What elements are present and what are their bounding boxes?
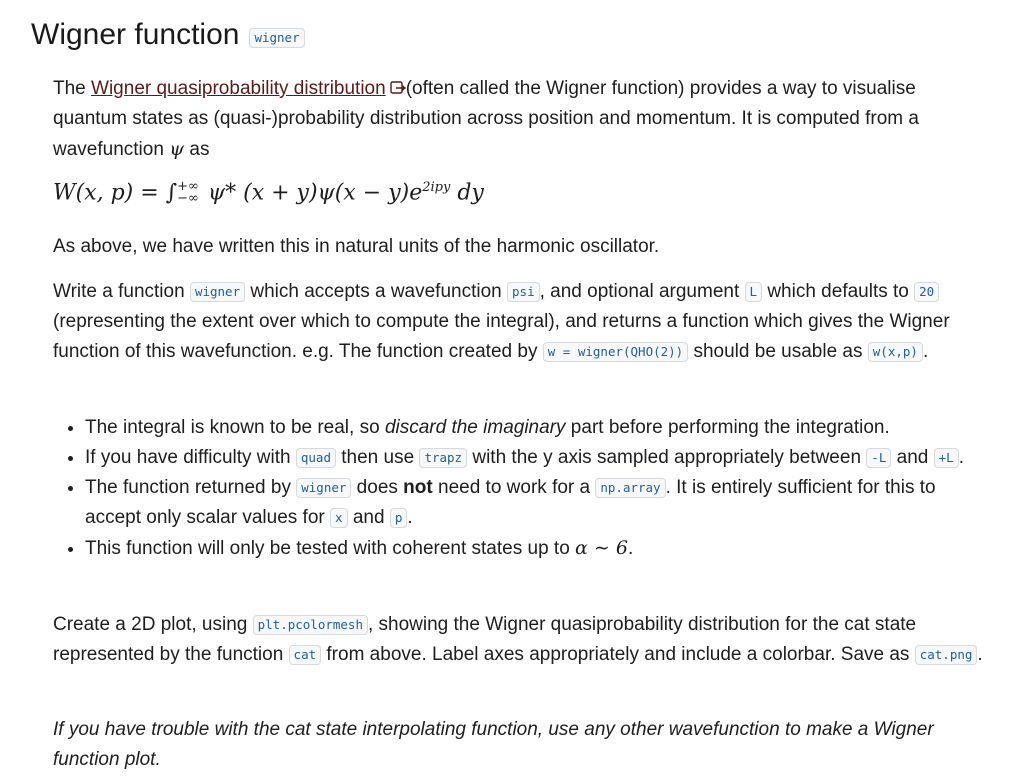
list-item: • The integral is known to be real, so discard the imaginary part before performing the integration. (85, 413, 990, 443)
units-note: As above, we have written this in natural units of the harmonic oscillator. (53, 236, 660, 257)
formula-differential: dy (450, 180, 484, 206)
code-quad: quad (296, 448, 336, 468)
page-title: Wigner function (31, 18, 240, 51)
code-wigner: wigner (190, 282, 245, 302)
wigner-formula (53, 180, 484, 205)
list-item: • This function will only be tested with coherent states up to α ∼ 6. (85, 533, 990, 564)
code-minus-L: -L (866, 448, 891, 468)
list-item: • The function returned by wigner does not need to work for a np.array . It is entirely sufficient for this to accept only scalar values for x and p . (85, 473, 990, 533)
code-w-call: w(x,p) (868, 342, 923, 362)
external-link-icon[interactable] (390, 81, 406, 95)
code-psi: psi (507, 282, 540, 302)
intro-text: The (53, 78, 92, 99)
code-np-array: np.array (595, 478, 665, 498)
wigner-distribution-link[interactable]: Wigner quasiprobability distribution (91, 78, 386, 99)
code-plus-L: +L (934, 448, 959, 468)
footnote-text: If you have trouble with the cat state interpolating function, use any other wavefunction to make a Wigner function plot. (53, 719, 934, 770)
footnote-paragraph (53, 715, 988, 775)
intro-text: (often called the Wigner function) provides a way to visualise quantum states as (quasi-)probability distribution across position and momentum. It is computed from a wavefunction (53, 78, 919, 160)
strong-text: not (403, 477, 433, 498)
integral-sign: ∫ (165, 180, 178, 206)
code-L: L (745, 282, 763, 302)
code-wigner-example: w = wigner(QHO(2)) (543, 342, 688, 362)
integral-lower-limit: −∞ (177, 191, 199, 207)
code-p: p (390, 508, 408, 528)
page-heading (31, 18, 305, 52)
integral-upper-limit: +∞ (177, 179, 199, 195)
intro-text: as (184, 139, 210, 160)
task-paragraph: Write a function wigner which accepts a wavefunction psi , and optional argument L which defaults to 20 (representing the extent over which to compute the integral), and returns a function which gives the Wigner function of this wavefunction. e.g. The function created by w = wigner(QHO(2)) should be usable as w(x,p) . (53, 281, 950, 362)
code-cat: cat (289, 645, 322, 665)
alpha-math: α ∼ 6 (575, 537, 628, 559)
formula-exponent: 2ipy (422, 180, 451, 195)
list-item: • If you have difficulty with quad then use trapz with the y axis sampled appropriately between -L and +L . (85, 443, 990, 473)
formula-integrand: ψ* (x + y)ψ(x − y)e (200, 180, 423, 206)
title-code-tag: wigner (249, 28, 304, 48)
formula-lhs: W(x, p) = (53, 180, 166, 206)
psi-symbol: ψ (169, 138, 185, 160)
requirements-list (53, 413, 990, 564)
code-trapz: trapz (419, 448, 467, 468)
code-x: x (330, 508, 348, 528)
code-pcolormesh: plt.pcolormesh (253, 615, 368, 635)
code-cat-png: cat.png (915, 645, 978, 665)
plot-task-paragraph: Create a 2D plot, using plt.pcolormesh , showing the Wigner quasiprobability distribution for the cat state represented by the function cat from above. Label axes appropriately and include a colorbar. Save as cat.png . (53, 614, 983, 665)
emphasis-text: discard the imaginary (384, 417, 566, 438)
intro-paragraph (53, 74, 988, 165)
code-wigner: wigner (296, 478, 351, 498)
code-20: 20 (914, 282, 939, 302)
